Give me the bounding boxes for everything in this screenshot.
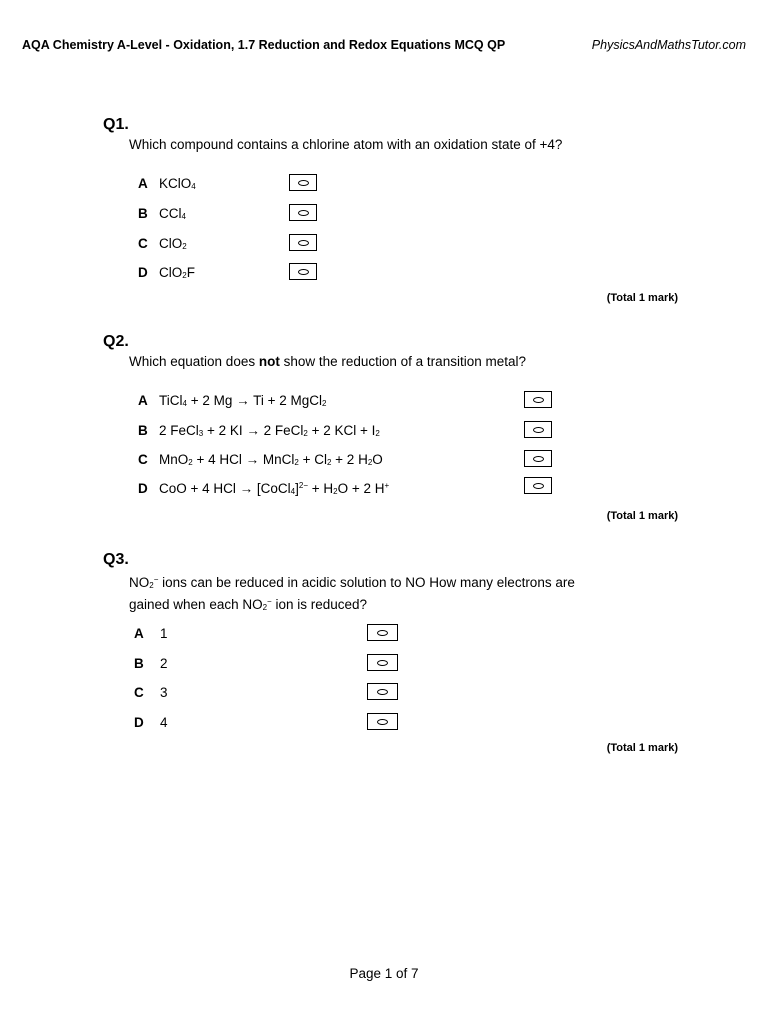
answer-bubble-button[interactable] <box>524 421 552 438</box>
option-letter: D <box>138 265 148 280</box>
answer-bubble-button[interactable] <box>289 234 317 251</box>
answer-bubble-button[interactable] <box>524 391 552 408</box>
question-number: Q2. <box>103 333 129 350</box>
option-b <box>134 654 404 674</box>
option-letter: B <box>138 206 148 221</box>
bubble-icon <box>377 689 388 695</box>
option-a <box>134 624 404 644</box>
option-text: CCl$_4$ <box>159 206 186 221</box>
option-a <box>138 391 558 411</box>
option-text: ClO$_2$ <box>159 236 187 251</box>
bubble-icon <box>377 660 388 666</box>
option-letter: B <box>134 656 144 671</box>
option-text: 2 <box>160 656 168 671</box>
page-number: Page 1 of 7 <box>349 966 419 981</box>
answer-bubble-button[interactable] <box>524 450 552 467</box>
option-text: 1 <box>160 626 168 641</box>
bubble-icon <box>298 210 309 216</box>
bubble-icon <box>533 397 544 403</box>
option-c <box>134 683 404 703</box>
question-text: $NO_2^-$ ions can be reduced in acidic solution to NO How many electrons are gained when each $NO_2^-$ ion is reduced? <box>129 575 575 612</box>
total-mark: (Total 1 mark) <box>606 742 678 754</box>
option-letter: C <box>138 236 148 251</box>
question-1 <box>103 116 678 308</box>
bubble-icon <box>533 483 544 489</box>
question-text: Which compound contains a chlorine atom with an oxidation state of +4? <box>129 137 563 152</box>
option-letter: A <box>138 176 148 191</box>
document-title: AQA Chemistry A-Level - Oxidation, 1.7 Reduction and Redox Equations MCQ QP <box>22 38 506 52</box>
answer-bubble-button[interactable] <box>524 477 552 494</box>
question-text <box>129 354 678 370</box>
bubble-icon <box>298 180 309 186</box>
site-name: PhysicsAndMathsTutor.com <box>591 38 746 52</box>
option-text: TiCl$_4$ + 2 Mg → Ti + 2 MgCl$_2$ <box>159 393 327 408</box>
option-text: KClO$_4$ <box>159 176 196 191</box>
answer-bubble-button[interactable] <box>367 654 398 671</box>
bubble-icon <box>533 456 544 462</box>
option-d <box>138 263 320 283</box>
question-3 <box>103 551 678 761</box>
option-letter: D <box>134 715 144 730</box>
option-text: MnO$_2$ + 4 HCl → MnCl$_2$ + $Cl_2 + 2$ $H_2O$ <box>159 452 383 467</box>
bubble-icon <box>298 269 309 275</box>
option-text: 3 <box>160 685 168 700</box>
option-letter: A <box>138 393 148 408</box>
question-text-part: show the reduction of a transition metal? <box>279 354 526 369</box>
answer-bubble-button[interactable] <box>367 624 398 641</box>
bubble-icon <box>533 427 544 433</box>
option-letter: B <box>138 423 148 438</box>
answer-bubble-button[interactable] <box>289 174 317 191</box>
option-text: 2 FeCl$_3$ + 2 KI → 2 FeCl$_2$ + 2 KCl + $I_2$ <box>159 423 380 438</box>
answer-bubble-button[interactable] <box>367 683 398 700</box>
option-letter: C <box>138 452 148 467</box>
option-d <box>138 479 558 499</box>
bubble-icon <box>377 630 388 636</box>
option-text: 4 <box>160 715 168 730</box>
option-letter: D <box>138 481 148 496</box>
option-letter: A <box>134 626 144 641</box>
answer-bubble-button[interactable] <box>289 263 317 280</box>
option-d <box>134 713 404 733</box>
question-text-emphasis: not <box>258 354 280 369</box>
total-mark: (Total 1 mark) <box>606 292 678 304</box>
answer-bubble-button[interactable] <box>289 204 317 221</box>
option-text: CoO + 4 HCl → [CoCl$_4$]$^{2-}$ + $H_2O + 2$ H+ <box>159 481 390 496</box>
page-header <box>22 38 746 52</box>
option-c <box>138 450 558 470</box>
option-c <box>138 234 320 254</box>
question-text-part: Which equation does <box>129 354 259 369</box>
bubble-icon <box>377 719 388 725</box>
option-a <box>138 174 320 194</box>
option-b <box>138 421 558 441</box>
question-number: Q1. <box>103 116 129 133</box>
question-2 <box>103 333 678 528</box>
bubble-icon <box>298 240 309 246</box>
question-number: Q3. <box>103 551 129 568</box>
option-letter: C <box>134 685 144 700</box>
answer-bubble-button[interactable] <box>367 713 398 730</box>
total-mark: (Total 1 mark) <box>606 510 678 522</box>
option-b <box>138 204 320 224</box>
option-text: ClO$_2$F <box>159 265 195 280</box>
